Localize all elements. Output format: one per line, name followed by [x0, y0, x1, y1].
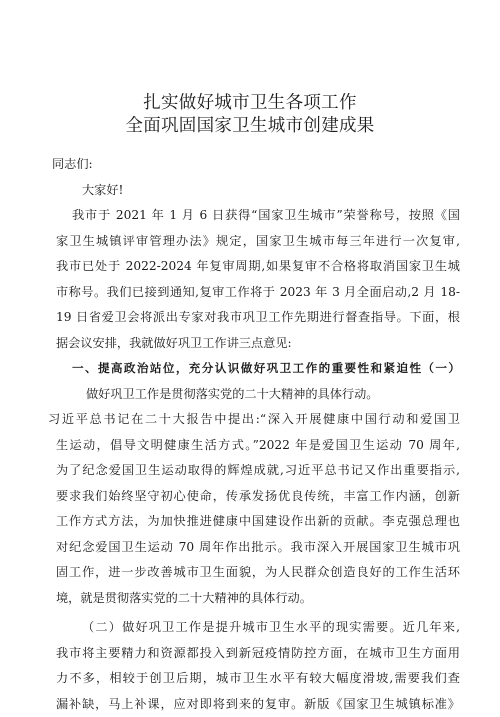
section-heading-1: 一、提高政治站位，充分认识做好巩卫工作的重要性和紧迫性（一）: [72, 356, 460, 382]
paragraph-line: 据会议安排，我就做好巩卫工作讲三点意见:: [56, 331, 460, 357]
title-line-2: 全面巩固国家卫生城市创建成果: [40, 115, 460, 138]
paragraph-line: 做好巩卫工作是贯彻落实党的二十大精神的具体行动。: [86, 382, 460, 408]
paragraph-line: 家卫生城镇评审管理办法》规定，国家卫生城市每三年进行一次复审,: [56, 229, 460, 255]
title-line-1: 扎实做好城市卫生各项工作: [40, 92, 460, 115]
paragraph-line: 生运动，倡导文明健康生活方式。”2022 年是爱国卫生运动 70 周年,: [56, 433, 460, 459]
paragraph-line: 我市于 2021 年 1 月 6 日获得“国家卫生城市”荣誉称号，按照《国: [72, 203, 460, 229]
paragraph-line: 我市已处于 2022-2024 年复审周期,如果复审不合格将取消国家卫生城: [56, 254, 460, 280]
greeting: 大家好!: [56, 178, 460, 204]
paragraph-line: 为了纪念爱国卫生运动取得的辉煌成就,习近平总书记又作出重要指示,: [56, 458, 460, 484]
title-block: [40, 92, 460, 138]
paragraph-1: [56, 203, 460, 356]
paragraph-line: 漏补缺，马上补课，应对即将到来的复审。新版《国家卫生城镇标准》: [56, 692, 460, 717]
paragraph-line: 市称号。我们已接到通知,复审工作将于 2023 年 3 月全面启动,2 月 18-: [56, 280, 460, 306]
paragraph-line: 对纪念爱国卫生运动 70 周年作出批示。我市深入开展国家卫生城市巩: [56, 535, 460, 561]
paragraph-line: 力不多，相较于创卫后期，城市卫生水平有较大幅度滑坡,需要我们查: [56, 666, 460, 692]
paragraph-line: 工作方式方法，为加快推进健康中国建设作出新的贡献。李克强总理也: [56, 509, 460, 535]
paragraph-line: 习近平总书记在二十大报告中提出:“深入开展健康中国行动和爱国卫: [48, 407, 460, 433]
paragraph-line: 要求我们始终坚守初心使命，传承发扬优良传统，丰富工作内涵，创新: [56, 484, 460, 510]
paragraph-line: 我市将主要精力和资源都投入到新冠疫情防控方面，在城市卫生方面用: [56, 641, 460, 667]
salutation: 同志们:: [52, 152, 456, 178]
paragraph-line: 19 日省爱卫会将派出专家对我市巩卫工作先期进行督查指导。下面，根: [56, 305, 460, 331]
paragraph-line: 固工作，进一步改善城市卫生面貌，为人民群众创造良好的工作生活环: [56, 560, 460, 586]
paragraph-line: （二）做好巩卫工作是提升城市卫生水平的现实需要。近几年来,: [82, 615, 460, 641]
paragraph-2: [56, 407, 460, 611]
paragraph-line: 境，就是贯彻落实党的二十大精神的具体行动。: [56, 586, 460, 612]
paragraph-3: [56, 615, 460, 717]
